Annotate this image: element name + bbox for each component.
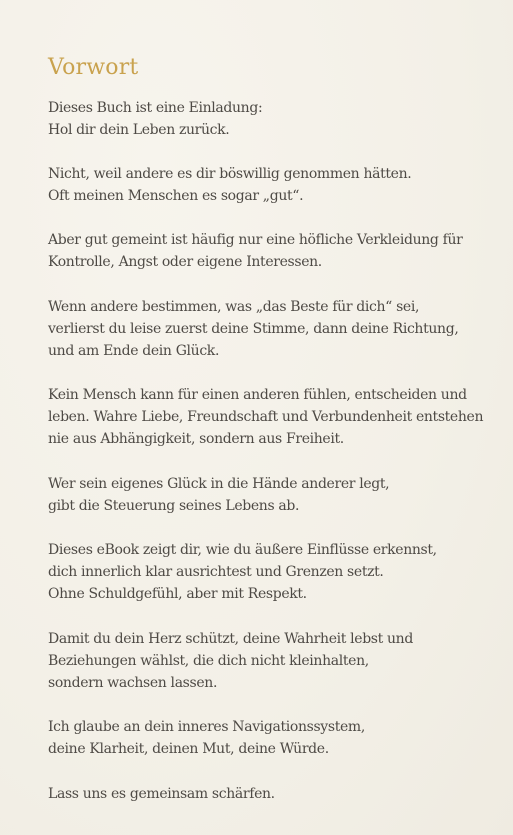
text-line: Nicht, weil andere es dir böswillig genommen hätten. [48, 166, 412, 182]
text-line: Oft meinen Menschen es sogar „gut“. [48, 188, 304, 205]
text-line: verlierst du leise zuerst deine Stimme, dann deine Richtung, [48, 321, 459, 338]
text-line: Lass uns es gemeinsam schärfen. [48, 786, 275, 802]
text-line: Beziehungen wählst, die dich nicht kleinhalten, [48, 653, 369, 670]
text-line: leben. Wahre Liebe, Freundschaft und Verbundenheit entstehen [48, 409, 484, 426]
paragraph-8 [48, 628, 413, 695]
paragraph-9 [48, 716, 365, 760]
paragraph-6 [48, 473, 389, 517]
paragraph-3 [48, 229, 462, 273]
text-line: Wenn andere bestimmen, was „das Beste für dich“ sei, [48, 299, 420, 315]
text-line: und am Ende dein Glück. [48, 343, 220, 360]
text-line: nie aus Abhängigkeit, sondern aus Freiheit. [48, 431, 344, 448]
text-line: gibt die Steuerung seines Lebens ab. [48, 498, 300, 515]
text-line: Dieses Buch ist eine Einladung: [48, 100, 263, 116]
paragraph-2 [48, 163, 411, 207]
paragraph-7 [48, 539, 437, 606]
text-line: Ich glaube an dein inneres Navigationssystem, [48, 719, 365, 735]
paragraph-10 [48, 783, 275, 805]
text-line: Dieses eBook zeigt dir, wie du äußere Einflüsse erkennst, [48, 542, 437, 558]
text-line: Ohne Schuldgefühl, aber mit Respekt. [48, 586, 307, 603]
paragraph-1 [48, 97, 262, 141]
text-line: sondern wachsen lassen. [48, 675, 218, 692]
text-line: dich innerlich klar ausrichtest und Grenzen setzt. [48, 564, 384, 581]
text-line: Hol dir dein Leben zurück. [48, 122, 230, 139]
text-line: Wer sein eigenes Glück in die Hände anderer legt, [48, 476, 390, 492]
paragraph-5 [48, 384, 483, 451]
text-line: Aber gut gemeint ist häufig nur eine höfliche Verkleidung für [48, 232, 463, 248]
text-line: Kein Mensch kann für einen anderen fühlen, entscheiden und [48, 387, 467, 403]
page-title: Vorwort [48, 55, 139, 80]
text-line: Kontrolle, Angst oder eigene Interessen. [48, 254, 322, 271]
text-line: deine Klarheit, deinen Mut, deine Würde. [48, 741, 329, 758]
paragraph-4 [48, 296, 458, 363]
text-line: Damit du dein Herz schützt, deine Wahrheit lebst und [48, 631, 413, 647]
